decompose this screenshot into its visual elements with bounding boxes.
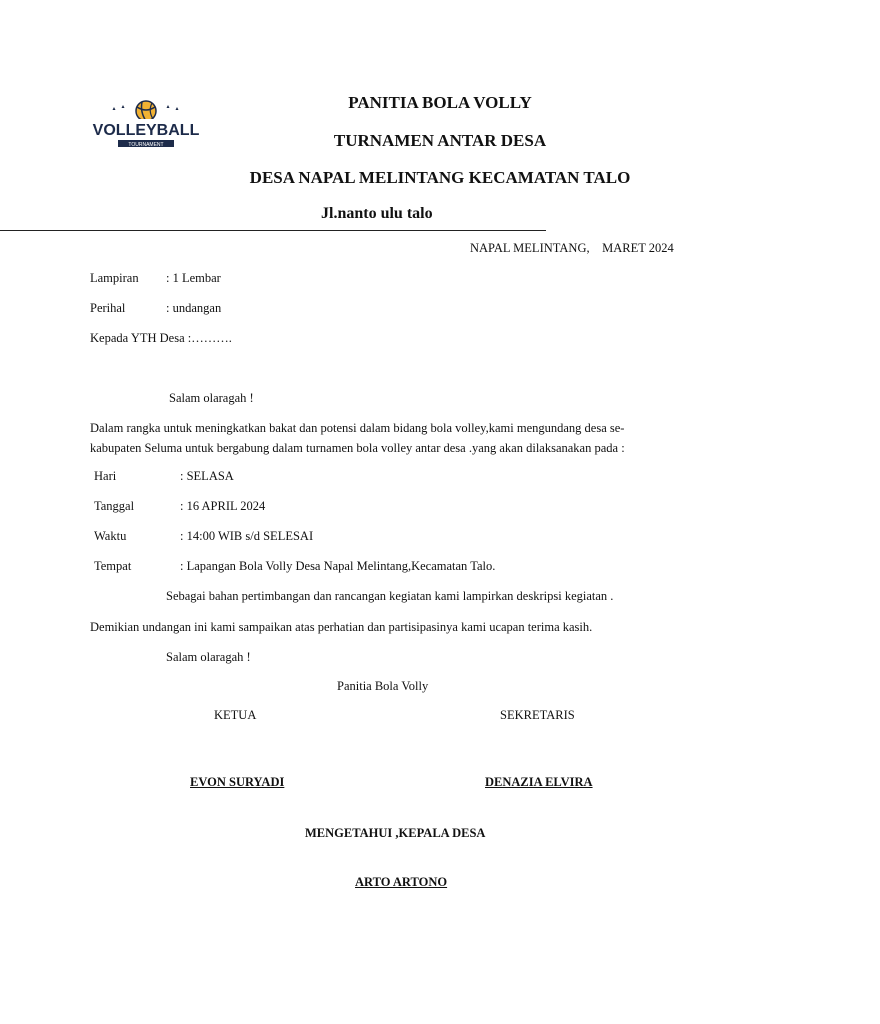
header-divider xyxy=(0,230,546,231)
ketua-title: KETUA xyxy=(214,708,257,722)
lampiran-label: Lampiran xyxy=(90,271,139,285)
waktu-value: : 14:00 WIB s/d SELESAI xyxy=(180,529,314,543)
hari-label: Hari xyxy=(94,469,117,483)
header-title: PANITIA BOLA VOLLY xyxy=(348,93,532,112)
header-subtitle: TURNAMEN ANTAR DESA xyxy=(333,131,547,150)
svg-text:TOURNAMENT: TOURNAMENT xyxy=(128,142,164,148)
perihal-label: Perihal xyxy=(90,301,126,315)
sekretaris-title: SEKRETARIS xyxy=(500,708,575,722)
closing-line: Demikian undangan ini kami sampaikan atas perhatian dan partisipasinya kami ucapan terima kasih. xyxy=(90,620,593,634)
svg-text:VOLLEYBALL: VOLLEYBALL xyxy=(92,122,200,139)
mengetahui-label: MENGETAHUI ,KEPALA DESA xyxy=(305,826,486,840)
kades-name: ARTO ARTONO xyxy=(355,875,448,889)
kepada-line: Kepada YTH Desa :………. xyxy=(90,331,232,345)
sekretaris-name: DENAZIA ELVIRA xyxy=(485,775,593,789)
greeting-closing: Salam olaragah ! xyxy=(166,650,251,664)
perihal-value: : undangan xyxy=(166,301,222,315)
lampiran-value: : 1 Lembar xyxy=(166,271,221,285)
ketua-name: EVON SURYADI xyxy=(190,775,285,789)
waktu-label: Waktu xyxy=(94,529,127,543)
date-line: NAPAL MELINTANG, MARET 2024 xyxy=(470,241,674,255)
header-address: Jl.nanto ulu talo xyxy=(321,205,433,222)
tempat-value: : Lapangan Bola Volly Desa Napal Melintang,Kecamatan Talo. xyxy=(180,559,496,573)
tanggal-value: : 16 APRIL 2024 xyxy=(180,499,266,513)
greeting: Salam olaragah ! xyxy=(169,391,254,405)
intro-paragraph: Dalam rangka untuk meningkatkan bakat dan potensi dalam bidang bola volley,kami mengundang desa se-kabupaten Seluma untuk bergabung dalam turnamen bola volley antar desa .yang akan dilaksanakan pada : xyxy=(90,421,625,455)
tempat-label: Tempat xyxy=(94,559,132,573)
tanggal-label: Tanggal xyxy=(94,499,135,513)
panitia-label: Panitia Bola Volly xyxy=(337,679,429,693)
consider-line: Sebagai bahan pertimbangan dan rancangan kegiatan kami lampirkan deskripsi kegiatan . xyxy=(166,589,614,603)
hari-value: : SELASA xyxy=(180,469,234,483)
header-location: DESA NAPAL MELINTANG KECAMATAN TALO xyxy=(249,168,631,187)
